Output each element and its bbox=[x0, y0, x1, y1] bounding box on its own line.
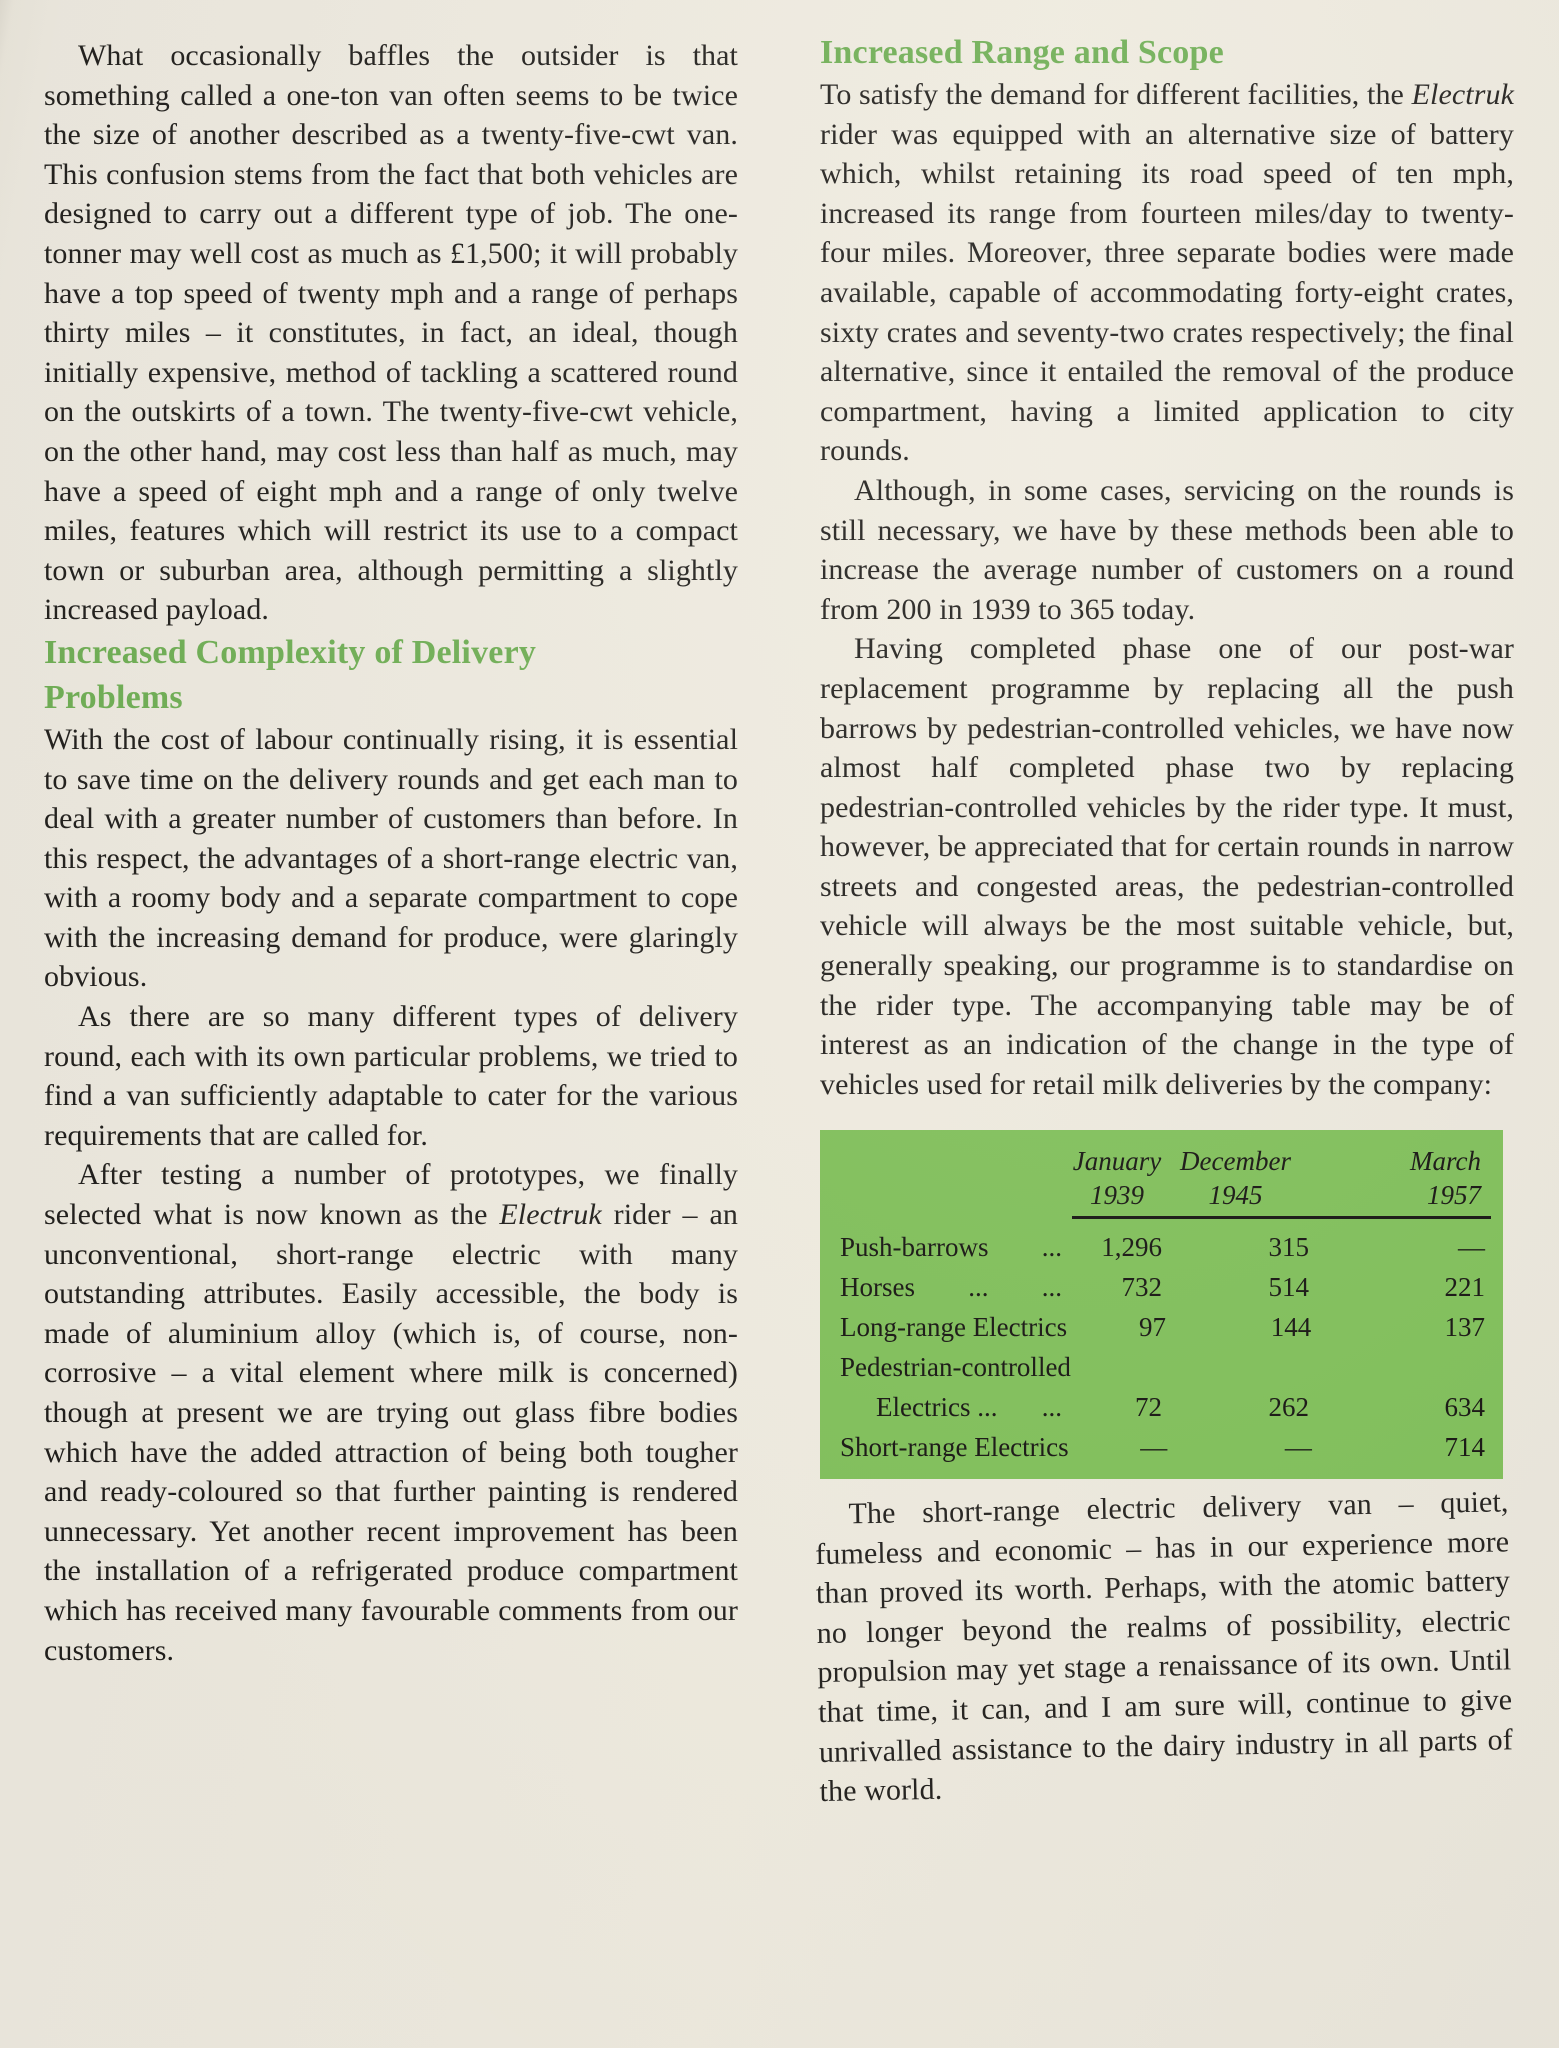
table-cell bbox=[1081, 1347, 1169, 1387]
para-electric-van-conclusion: The short-range electric delivery van – quiet, fumeless and economic – has in our experience more than proved its worth. Perhaps, with the atomic battery no longer beyond the realms of possibility, electric propulsion may yet stage a renaissance of its own. Until that time, it can, and I am sure will, continue to give unrivalled assistance to the dairy industry in all parts of the world. bbox=[814, 1485, 1514, 1809]
row-label: Short-range Electrics bbox=[840, 1432, 1069, 1463]
col-header-march-1957 bbox=[1309, 1144, 1491, 1212]
text-run: To satisfy the demand for different facilities, the bbox=[820, 78, 1412, 111]
table-cell: 262 bbox=[1268, 1392, 1309, 1423]
table-cell: 732 bbox=[1121, 1272, 1162, 1303]
table-cell: 97 bbox=[1139, 1312, 1167, 1343]
text-run: After testing a number of prototypes, we finally selected what is now known as the bbox=[44, 1158, 738, 1232]
para-labour-cost: With the cost of labour continually rising, it is essential to save time on the delivery rounds and get each man to deal with a greater number of customers than before. In this respect, the advantages of a short-range electric van, with a roomy body and a separate compartment to cope with the increasing demand for produce, were glaringly obvious. bbox=[44, 722, 738, 994]
table-cell: 1,296 bbox=[1101, 1232, 1162, 1263]
table-row-push-barrows bbox=[840, 1227, 1491, 1267]
table-header-row bbox=[840, 1144, 1491, 1212]
table-cell: — bbox=[1284, 1432, 1312, 1463]
table-cell: 634 bbox=[1444, 1392, 1485, 1423]
section-heading-delivery-problems bbox=[44, 630, 738, 720]
electruk-italic: Electruk bbox=[499, 1198, 602, 1232]
text-run: rider was equipped with an alternative size of battery which, whilst retaining its road speed of ten mph, increased its range from fourteen miles/day to twenty-four miles. Moreover, three separate bodies were made available, capable of accommodating forty-eight crates, sixty crates and seventy-two crates respectively; the final alternative, since it entailed the removal of the produce compartment, having a limited application to city rounds. bbox=[820, 117, 1514, 468]
table-row-horses bbox=[840, 1267, 1491, 1307]
vehicles-table bbox=[820, 1130, 1503, 1479]
right-column bbox=[814, 30, 1514, 1812]
table-row-long-range-electrics bbox=[840, 1307, 1491, 1347]
col-header-december-1945 bbox=[1162, 1144, 1309, 1212]
table-cell: 137 bbox=[1444, 1312, 1485, 1343]
col-header-month: December bbox=[1180, 1146, 1291, 1177]
electruk-italic: Electruk bbox=[1411, 78, 1514, 111]
para-van-size-confusion: What occasionally baffles the outsider is that something called a one-ton van often seems to be twice the size of another described as a twenty-five-cwt van. This confusion stems from the fact that both vehicles are designed to carry out a different type of job. The one-tonner may well cost as much as £1,500; it will probably have a top speed of twenty mph and a range of perhaps thirty miles – it constitutes, in fact, an ideal, though initially expensive, method of tackling a scattered round on the outskirts of a town. The twenty-five-cwt vehicle, on the other hand, may cost less than half as much, may have a speed of eight mph and a range of only twelve miles, features which will restrict its use to a compact town or suburban area, although permitting a slightly increased payload. bbox=[44, 39, 738, 627]
table-cell bbox=[1313, 1347, 1491, 1387]
text-run: rider – an unconventional, short-range electric with many outstanding attributes. Easily accessible, the body is made of aluminium alloy (which is, of course, non-corrosive – a vital element where milk is concerned) though at present we are trying out glass fibre bodies which have the added attraction of being both tougher and ready-coloured so that further painting is rendered unnecessary. Yet another recent improvement has been the installation of a refrigerated produce compartment which has received many favourable comments from our customers. bbox=[44, 1198, 738, 1667]
para-servicing-rounds: Although, in some cases, servicing on the rounds is still necessary, we have by these methods been able to increase the average number of customers on a round from 200 in 1939 to 365 today. bbox=[820, 473, 1514, 626]
row-label: Electrics ... ... bbox=[876, 1392, 1062, 1423]
row-label: Pedestrian-controlled bbox=[840, 1352, 1071, 1383]
col-header-january-1939 bbox=[1072, 1144, 1162, 1212]
table-header-spacer bbox=[840, 1144, 1072, 1212]
table-cell: 514 bbox=[1268, 1272, 1309, 1303]
para-electruk-selected bbox=[44, 1155, 738, 1670]
table-cell: 714 bbox=[1444, 1432, 1485, 1463]
row-label: Push-barrows ... bbox=[840, 1232, 1062, 1263]
col-header-month: January bbox=[1072, 1146, 1162, 1177]
col-header-year: 1957 bbox=[1427, 1180, 1481, 1211]
left-column bbox=[44, 36, 738, 1670]
table-cell bbox=[1169, 1347, 1313, 1387]
para-delivery-rounds: As there are so many different types of delivery round, each with its own particular problems, we tried to find a van sufficiently adaptable to cater for the various requirements that are called for. bbox=[44, 1000, 738, 1152]
table-cell: — bbox=[1140, 1432, 1168, 1463]
table-cell: 221 bbox=[1444, 1272, 1485, 1303]
table-row-short-range-electrics bbox=[840, 1427, 1491, 1467]
col-header-year: 1945 bbox=[1208, 1180, 1263, 1211]
table-cell: — bbox=[1458, 1232, 1485, 1263]
table-cell: 72 bbox=[1135, 1392, 1162, 1423]
section-heading-range-scope: Increased Range and Scope bbox=[820, 34, 1224, 71]
para-battery-range bbox=[820, 75, 1514, 471]
col-header-month: March bbox=[1410, 1146, 1481, 1177]
col-header-year: 1939 bbox=[1090, 1180, 1144, 1211]
row-label: Long-range Electrics bbox=[840, 1312, 1068, 1343]
table-header-rule bbox=[1072, 1216, 1491, 1219]
para-replacement-programme: Having completed phase one of our post-war replacement programme by replacing all the push barrows by pedestrian-controlled vehicles, we have now almost half completed phase two by replacing pedestrian-controlled vehicles by the rider type. It must, however, be appreciated that for certain rounds in narrow streets and congested areas, the pedestrian-controlled vehicle will always be the most suitable vehicle, but, generally speaking, our programme is to standardise on the rider type. The accompanying table may be of interest as an indication of the change in the type of vehicles used for retail milk deliveries by the company: bbox=[820, 632, 1514, 1101]
table-row-pedestrian-controlled bbox=[840, 1347, 1491, 1387]
heading-line: Increased Complexity of Delivery bbox=[44, 633, 537, 671]
heading-line: Problems bbox=[44, 678, 183, 716]
table-cell: 315 bbox=[1268, 1232, 1309, 1263]
table-cell: 144 bbox=[1270, 1312, 1312, 1343]
table-row-pedestrian-electrics bbox=[840, 1387, 1491, 1427]
row-label: Horses ... ... bbox=[840, 1272, 1062, 1303]
